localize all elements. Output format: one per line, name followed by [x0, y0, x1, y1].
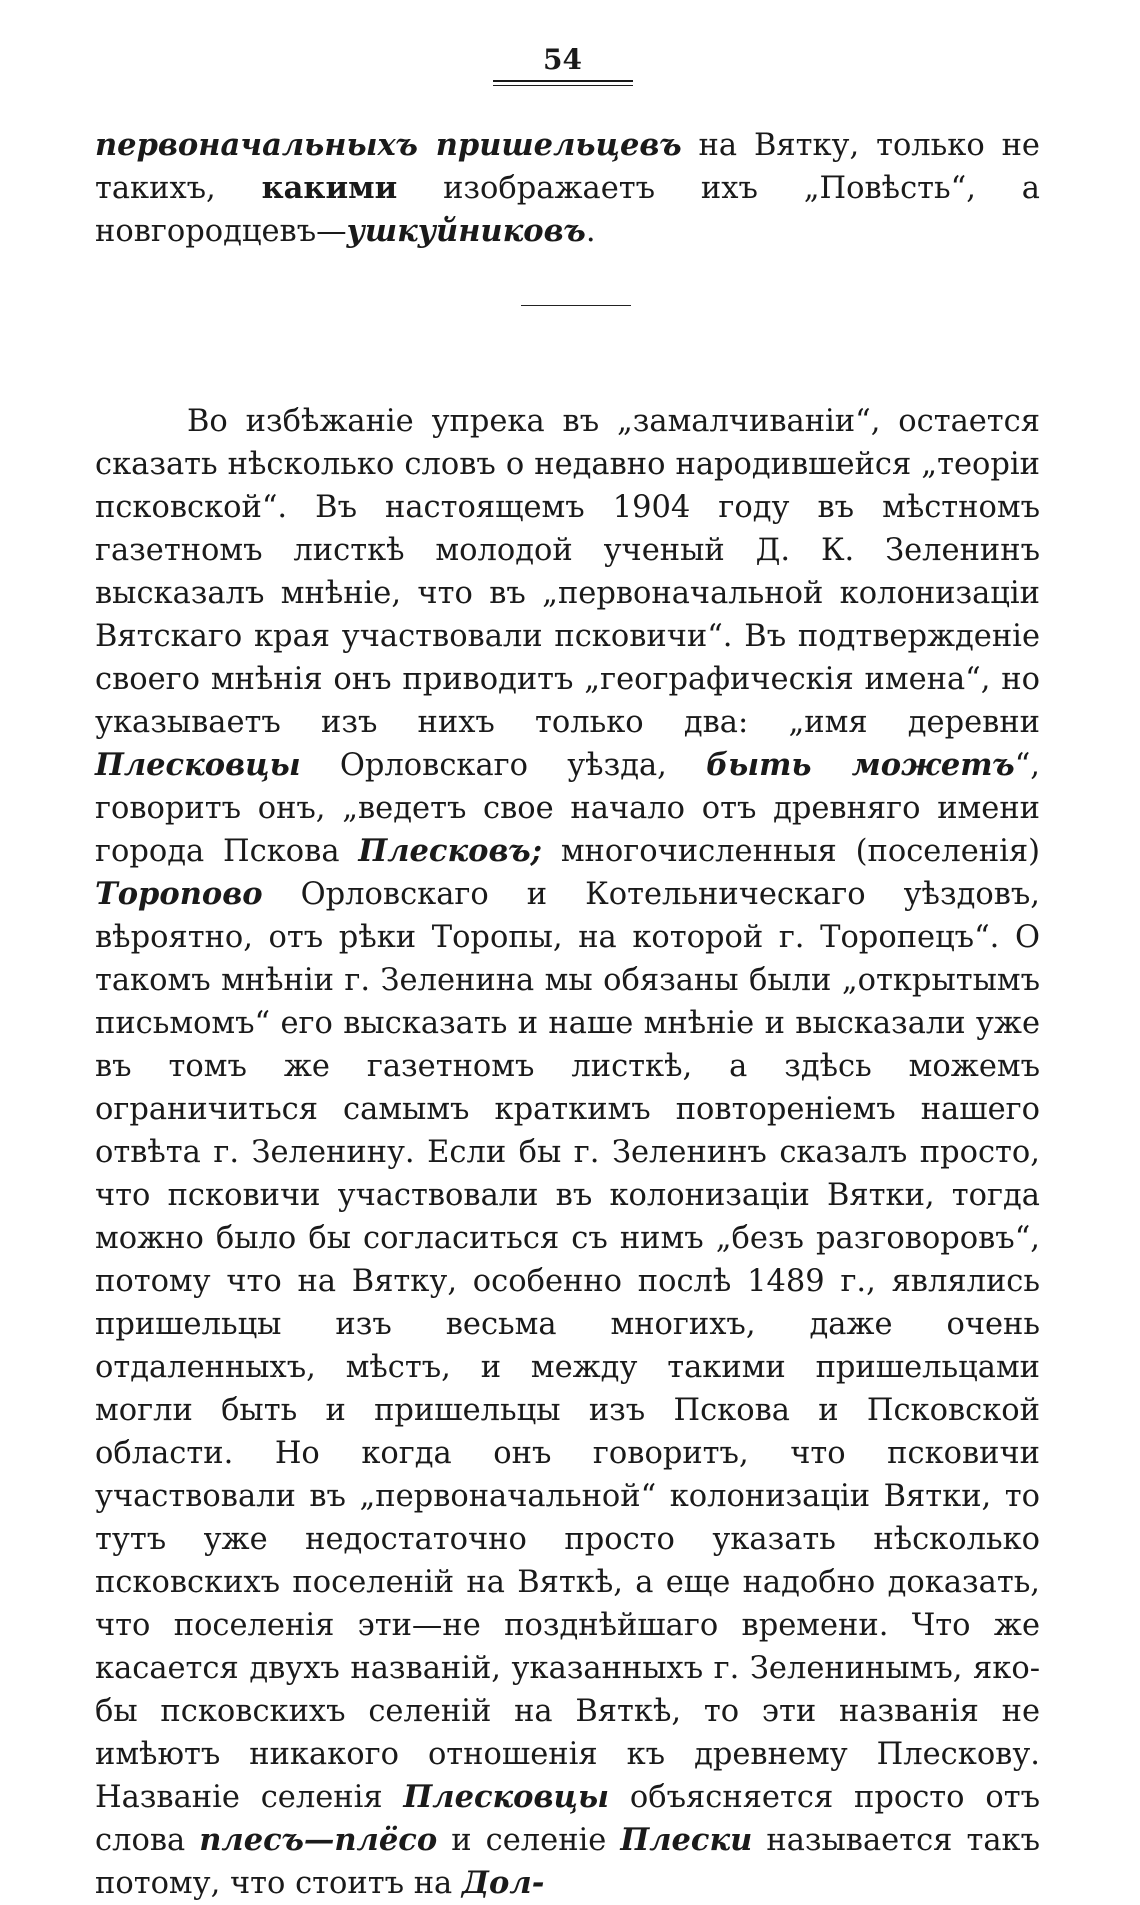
text-segment: Плески: [620, 1822, 753, 1858]
page-number-underline: [493, 80, 633, 82]
text-segment: Плесковцы: [403, 1779, 610, 1815]
text-segment: Дол-: [461, 1865, 545, 1901]
text-segment: многочисленныя (поселенія): [541, 834, 1040, 869]
section-separator: [521, 305, 631, 306]
book-page: [95, 42, 1041, 1901]
text-segment: Орловскаго и Котельническаго уѣздовъ, вѣроятно, отъ рѣки Торопы, на которой г. Торопецъ“. О такомъ мнѣніи г. Зеленина мы обязаны были „открытымъ письмомъ“ его высказать и наше мнѣніе и высказали уже въ томъ же газетномъ листкѣ, а здѣсь можемъ ограничиться самымъ краткимъ повтореніемъ нашего отвѣта г. Зеленину. Если бы г. Зеленинъ сказалъ просто, что псковичи участвовали въ колонизаціи Вятки, тогда можно было бы согласиться съ нимъ „безъ разговоровъ“, потому что на Вятку, особенно послѣ 1489 г., являлись пришельцы изъ весьма многихъ, даже очень отдаленныхъ, мѣстъ, и между такими пришельцами могли быть и пришельцы изъ Пскова и Псковской области. Но когда онъ говоритъ, что псковичи участвовали въ „первоначальной“ колонизаціи Вятки, то тутъ уже недостаточно просто указать нѣсколько псковскихъ поселеній на Вяткѣ, а еще надобно доказать, что поселенія эти—не позднѣйшаго времени. Что же касается двухъ названій, указанныхъ г. Зеленинымъ, яко-бы псковскихъ селеній на Вяткѣ, то эти названія не имѣютъ никакого отношенія къ древнему Плескову. Названіе селенія: [95, 877, 1040, 1815]
text-segment: какими: [261, 170, 398, 206]
text-segment: Плесковъ;: [358, 833, 542, 869]
text-segment: .: [585, 214, 596, 249]
paragraph-pskov-theory: [95, 400, 1040, 1905]
text-segment: Орловскаго уѣзда,: [300, 748, 707, 783]
text-segment: плесъ—плёсо: [199, 1822, 438, 1858]
text-segment: изображаетъ ихъ „Повѣсть“, а новгородцевъ—: [95, 171, 1040, 249]
text-segment: Плесковцы: [95, 747, 301, 783]
text-segment: и селеніе: [437, 1823, 621, 1858]
text-segment: ушкуйниковъ: [346, 213, 586, 249]
text-segment: объясняется просто отъ слова: [95, 1780, 1040, 1858]
text-segment: быть можетъ: [706, 747, 1015, 783]
text-segment: Во избѣжаніе упрека въ „замалчиваніи“, остается сказать нѣсколько словъ о недавно народившейся „теоріи псковской“. Въ настоящемъ 1904 году въ мѣстномъ газетномъ листкѣ молодой ученый Д. К. Зеленинъ высказалъ мнѣніе, что въ „первоначальной колонизаціи Вятскаго края участвовали псковичи“. Въ подтвержденіе своего мнѣнія онъ приводитъ „географическія имена“, но указываетъ изъ нихъ только два: „имя деревни: [95, 404, 1040, 740]
page-number: 54: [543, 43, 582, 76]
text-segment: называется такъ потому, что стоитъ на: [95, 1823, 1040, 1901]
text-segment: “, говоритъ онъ, „ведетъ свое начало отъ древняго имени города Пскова: [95, 748, 1041, 869]
page-number-underline-thin: [493, 85, 633, 86]
text-segment: на Вятку, только не такихъ,: [95, 128, 1040, 206]
text-segment: Торопово: [95, 876, 263, 912]
text-segment: первоначальныхъ пришельцевъ: [95, 127, 682, 163]
paragraph-continuation: [95, 124, 1040, 253]
